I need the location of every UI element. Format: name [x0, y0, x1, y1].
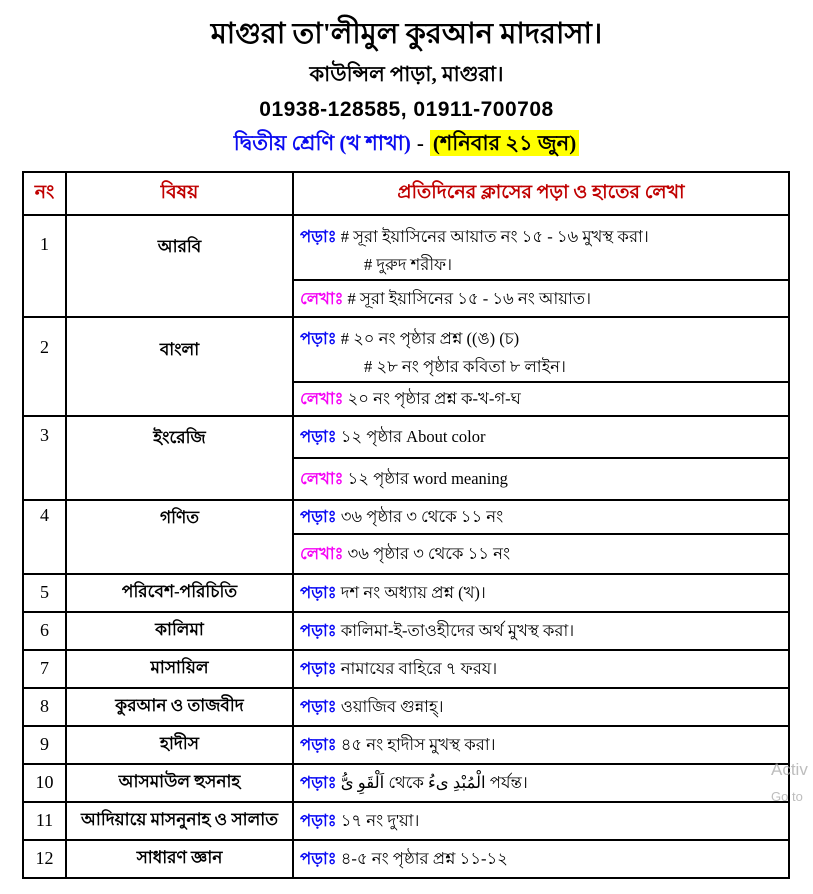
subject-name: কুরআন ও তাজবীদ [66, 688, 293, 726]
reading-cell [293, 317, 789, 382]
reading-line [300, 809, 782, 833]
writing-cell [293, 382, 789, 416]
column-header-no: নং [23, 172, 66, 215]
reading-cell [293, 726, 789, 764]
reading-text: নামাযের বাহিরে ৭ ফরয। [336, 658, 498, 678]
row-number: 11 [23, 802, 66, 840]
reading-cell [293, 215, 789, 280]
reading-cell [293, 612, 789, 650]
reading-label: পড়াঃ [300, 582, 337, 602]
separator-dash: - [416, 131, 424, 156]
writing-label: লেখাঃ [300, 468, 344, 488]
writing-line [300, 287, 782, 311]
subject-name: হাদীস [66, 726, 293, 764]
reading-text: # সূরা ইয়াসিনের আয়াত নং ১৫ - ১৬ মুখস্থ করা। [336, 227, 649, 247]
table-row [23, 688, 789, 726]
writing-line [300, 542, 782, 566]
row-number: 6 [23, 612, 66, 650]
reading-cell [293, 840, 789, 878]
subject-name: আদিয়ায়ে মাসনুনাহ ও সালাত [66, 802, 293, 840]
reading-cell [293, 802, 789, 840]
table-row [23, 500, 789, 534]
column-header-subject: বিষয় [66, 172, 293, 215]
writing-label: লেখাঃ [300, 543, 344, 563]
reading-cell [293, 500, 789, 534]
reading-label: পড়াঃ [300, 696, 337, 716]
reading-line [300, 327, 782, 351]
writing-text: ৩৬ পৃষ্ঠার ৩ থেকে ১১ নং [343, 543, 511, 563]
reading-label: পড়াঃ [300, 227, 337, 247]
reading-label: পড়াঃ [300, 329, 337, 349]
reading-line [300, 847, 782, 871]
row-number: 5 [23, 574, 66, 612]
reading-label: পড়াঃ [300, 658, 337, 678]
table-row [23, 650, 789, 688]
row-number: 1 [23, 215, 66, 317]
reading-line [300, 733, 782, 757]
reading-line [300, 695, 782, 719]
writing-text: # সূরা ইয়াসিনের ১৫ - ১৬ নং আয়াত। [343, 288, 592, 308]
reading-line [300, 581, 782, 605]
reading-cell [293, 688, 789, 726]
table-row [23, 215, 789, 280]
row-number: 10 [23, 764, 66, 802]
table-row [23, 726, 789, 764]
row-number: 4 [23, 500, 66, 574]
reading-text: ৩৬ পৃষ্ঠার ৩ থেকে ১১ নং [336, 506, 504, 526]
phone-numbers: 01938-128585, 01911-700708 [259, 98, 554, 122]
reading-label: পড়াঃ [300, 426, 337, 446]
writing-line [300, 387, 782, 411]
writing-cell [293, 534, 789, 574]
table-body [23, 215, 789, 878]
row-number: 7 [23, 650, 66, 688]
reading-text: ১৭ নং দু'য়া। [336, 810, 420, 830]
reading-line [300, 657, 782, 681]
reading-text: ১২ পৃষ্ঠার About color [336, 426, 486, 446]
subject-name: সাধারণ জ্ঞান [66, 840, 293, 878]
row-number: 12 [23, 840, 66, 878]
table-row [23, 840, 789, 878]
class-date-line [0, 127, 813, 162]
watermark-line1: Activ [771, 760, 808, 779]
reading-text: কালিমা-ই-তাওহীদের অর্থ মুখস্থ করা। [336, 620, 575, 640]
reading-line [300, 771, 782, 795]
row-number: 2 [23, 317, 66, 416]
reading-line [300, 505, 782, 529]
reading-label: পড়াঃ [300, 772, 337, 792]
column-header-lessons: প্রতিদিনের ক্লাসের পড়া ও হাতের লেখা [293, 172, 789, 215]
header-row [23, 172, 789, 215]
reading-cell [293, 764, 789, 802]
reading-cell [293, 416, 789, 458]
table-row [23, 574, 789, 612]
reading-label: পড়াঃ [300, 620, 337, 640]
subject-name: ইংরেজি [66, 416, 293, 500]
address-line: কাউন্সিল পাড়া, মাগুরা। [309, 62, 504, 87]
subject-name: কালিমা [66, 612, 293, 650]
reading-cell [293, 650, 789, 688]
reading-text: দশ নং অধ্যায় প্রশ্ন (খ)। [336, 582, 486, 602]
writing-text: ১২ পৃষ্ঠার word meaning [343, 468, 508, 488]
table-row [23, 317, 789, 382]
reading-line [300, 619, 782, 643]
writing-line [300, 467, 782, 491]
writing-label: লেখাঃ [300, 288, 344, 308]
table-row [23, 416, 789, 458]
date-highlight: (শনিবার ২১ জুন) [430, 130, 579, 156]
reading-label: পড়াঃ [300, 734, 337, 754]
reading-text: ৪৫ নং হাদীস মুখস্থ করা। [336, 734, 496, 754]
reading-line [300, 425, 782, 449]
table-row [23, 612, 789, 650]
reading-text: ওয়াজিব গুন্নাহ্। [336, 696, 444, 716]
class-section-label: দ্বিতীয় শ্রেণি (খ শাখা) [233, 131, 411, 156]
reading-label: পড়াঃ [300, 848, 337, 868]
reading-text: ৪-৫ নং পৃষ্ঠার প্রশ্ন ১১-১২ [336, 848, 508, 868]
subject-name: আসমাউল হুসনাহ [66, 764, 293, 802]
writing-label: লেখাঃ [300, 388, 344, 408]
subject-name: পরিবেশ-পরিচিতি [66, 574, 293, 612]
homework-table [22, 171, 790, 879]
subject-name: বাংলা [66, 317, 293, 416]
row-number: 3 [23, 416, 66, 500]
reading-text-continued: # ২৮ নং পৃষ্ঠার কবিতা ৮ লাইন। [364, 357, 566, 377]
row-number: 8 [23, 688, 66, 726]
subject-name: মাসায়িল [66, 650, 293, 688]
writing-text: ২০ নং পৃষ্ঠার প্রশ্ন ক-খ-গ-ঘ [343, 388, 521, 408]
writing-cell [293, 280, 789, 317]
table-row [23, 764, 789, 802]
subject-name: গণিত [66, 500, 293, 574]
reading-label: পড়াঃ [300, 810, 337, 830]
reading-line [300, 225, 782, 249]
reading-text: # ২০ নং পৃষ্ঠার প্রশ্ন ((ঙ) (চ) [336, 329, 520, 349]
watermark-line2: Go to [771, 789, 803, 804]
reading-text: اَلْقَوِ ىُّ থেকে الْمُبْدِ ىءُ পর্যন্ত। [336, 772, 528, 792]
document-header [0, 0, 813, 162]
reading-cell [293, 574, 789, 612]
reading-text-continued: # দুরুদ শরীফ। [364, 255, 453, 275]
reading-label: পড়াঃ [300, 506, 337, 526]
table-row [23, 802, 789, 840]
page-title: মাগুরা তা'লীমুল কুরআন মাদরাসা। [210, 18, 603, 50]
subject-name: আরবি [66, 215, 293, 317]
table-header [23, 172, 789, 215]
writing-cell [293, 458, 789, 500]
row-number: 9 [23, 726, 66, 764]
